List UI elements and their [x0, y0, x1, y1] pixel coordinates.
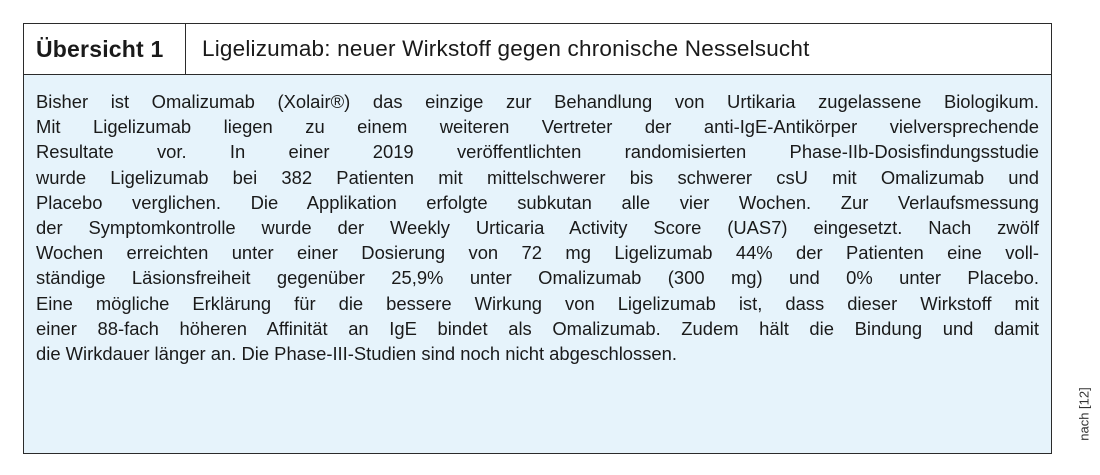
overview-body: [24, 75, 1051, 366]
body-line: wurde Ligelizumab bei 382 Patienten mit mittelschwerer bis schwerer csU mit Omalizumab und: [36, 166, 1039, 188]
body-line: Resultate vor. In einer 2019 veröffentlichten randomisierten Phase-IIb-Dosisfindungsstudie: [36, 141, 1039, 163]
body-line: Wochen erreichten unter einer Dosierung von 72 mg Ligelizumab 44% der Patienten eine voll-: [36, 242, 1039, 264]
body-line: Eine mögliche Erklärung für die bessere Wirkung von Ligelizumab ist, dass dieser Wirkstoff mit: [36, 292, 1039, 314]
overview-header: [24, 24, 1051, 75]
body-line: Bisher ist Omalizumab (Xolair®) das einzige zur Behandlung von Urtikaria zugelassene Biologikum.: [36, 91, 1039, 112]
overview-label: Übersicht 1: [24, 24, 186, 74]
overview-title: Ligelizumab: neuer Wirkstoff gegen chronische Nesselsucht: [202, 36, 810, 61]
body-line: ständige Läsionsfreiheit gegenüber 25,9% unter Omalizumab (300 mg) und 0% unter Placebo.: [36, 267, 1039, 289]
overview-box: [23, 23, 1052, 454]
body-line: der Symptomkontrolle wurde der Weekly Urticaria Activity Score (UAS7) eingesetzt. Nach zwölf: [36, 216, 1039, 238]
body-line: die Wirkdauer länger an. Die Phase-III-Studien sind noch nicht abgeschlossen.: [36, 342, 677, 364]
source-note: nach [12]: [1076, 387, 1092, 441]
body-line: Mit Ligelizumab liegen zu einem weiteren Vertreter der anti-IgE-Antikörper vielversprechende: [36, 116, 1039, 138]
body-line: Placebo verglichen. Die Applikation erfolgte subkutan alle vier Wochen. Zur Verlaufsmessung: [36, 191, 1039, 213]
body-line: einer 88-fach höheren Affinität an IgE bindet als Omalizumab. Zudem hält die Bindung und damit: [36, 317, 1039, 339]
